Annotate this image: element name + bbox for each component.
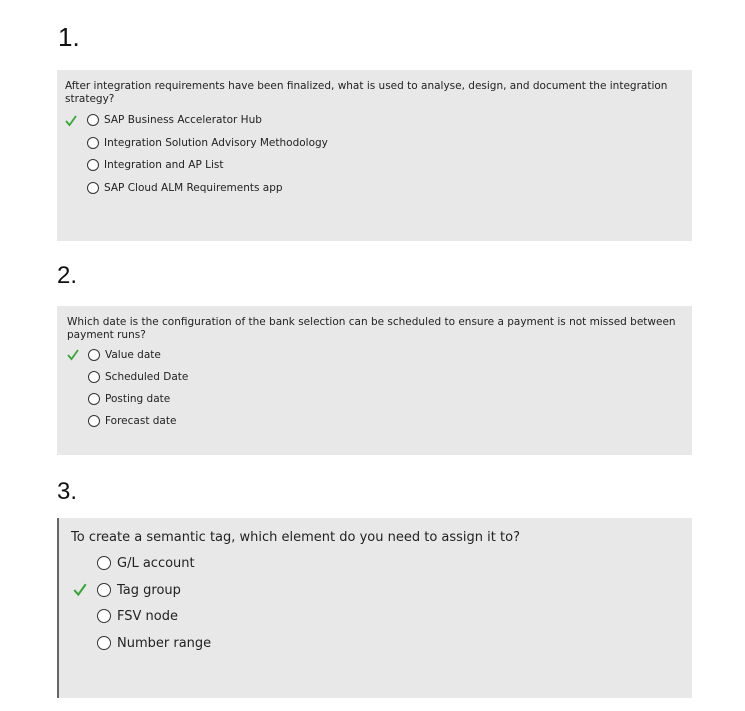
question-3-option-3[interactable]	[97, 608, 178, 624]
option-label: G/L account	[117, 555, 195, 571]
option-label: SAP Business Accelerator Hub	[104, 114, 262, 126]
option-label: SAP Cloud ALM Requirements app	[104, 182, 283, 194]
radio-button-icon[interactable]	[97, 636, 111, 650]
radio-button-icon[interactable]	[88, 393, 100, 405]
question-3-text: To create a semantic tag, which element do you need to assign it to?	[71, 530, 520, 545]
question-2-text: Which date is the configuration of the bank selection can be scheduled to ensure a payment is not missed between payment runs?	[67, 316, 676, 341]
option-label: Forecast date	[105, 415, 177, 427]
option-label: Integration and AP List	[104, 159, 224, 171]
radio-button-icon[interactable]	[88, 415, 100, 427]
question-2-option-2[interactable]	[88, 370, 188, 384]
check-mark-icon	[66, 348, 80, 362]
question-2-option-1[interactable]	[88, 348, 161, 362]
question-3-option-2[interactable]	[97, 582, 181, 598]
question-2-number: 2.	[57, 262, 78, 289]
question-1-option-4[interactable]	[87, 181, 283, 195]
radio-button-icon[interactable]	[88, 371, 100, 383]
question-3-number: 3.	[57, 478, 78, 505]
radio-button-icon[interactable]	[97, 583, 111, 597]
question-3-option-4[interactable]	[97, 635, 211, 651]
question-1-text: After integration requirements have been finalized, what is used to analyse, design, and document the integration strategy?	[65, 80, 668, 105]
question-1-option-2[interactable]	[87, 136, 328, 150]
question-3-option-1[interactable]	[97, 555, 195, 571]
option-label: FSV node	[117, 608, 178, 624]
radio-button-icon[interactable]	[97, 556, 111, 570]
radio-button-icon[interactable]	[87, 114, 99, 126]
check-mark-icon	[72, 582, 88, 598]
option-label: Integration Solution Advisory Methodology	[104, 137, 328, 149]
question-2-option-4[interactable]	[88, 414, 176, 428]
question-1-option-1[interactable]	[87, 113, 262, 127]
option-label: Posting date	[105, 393, 171, 405]
radio-button-icon[interactable]	[87, 159, 99, 171]
radio-button-icon[interactable]	[87, 137, 99, 149]
radio-button-icon[interactable]	[97, 609, 111, 623]
option-label: Tag group	[117, 582, 181, 598]
option-label: Number range	[117, 635, 212, 651]
question-1-option-3[interactable]	[87, 158, 224, 172]
question-2-option-3[interactable]	[88, 392, 170, 406]
radio-button-icon[interactable]	[88, 349, 100, 361]
question-1-number: 1.	[58, 22, 80, 52]
check-mark-icon	[64, 114, 78, 128]
radio-button-icon[interactable]	[87, 182, 99, 194]
option-label: Value date	[105, 349, 161, 361]
option-label: Scheduled Date	[105, 371, 189, 383]
